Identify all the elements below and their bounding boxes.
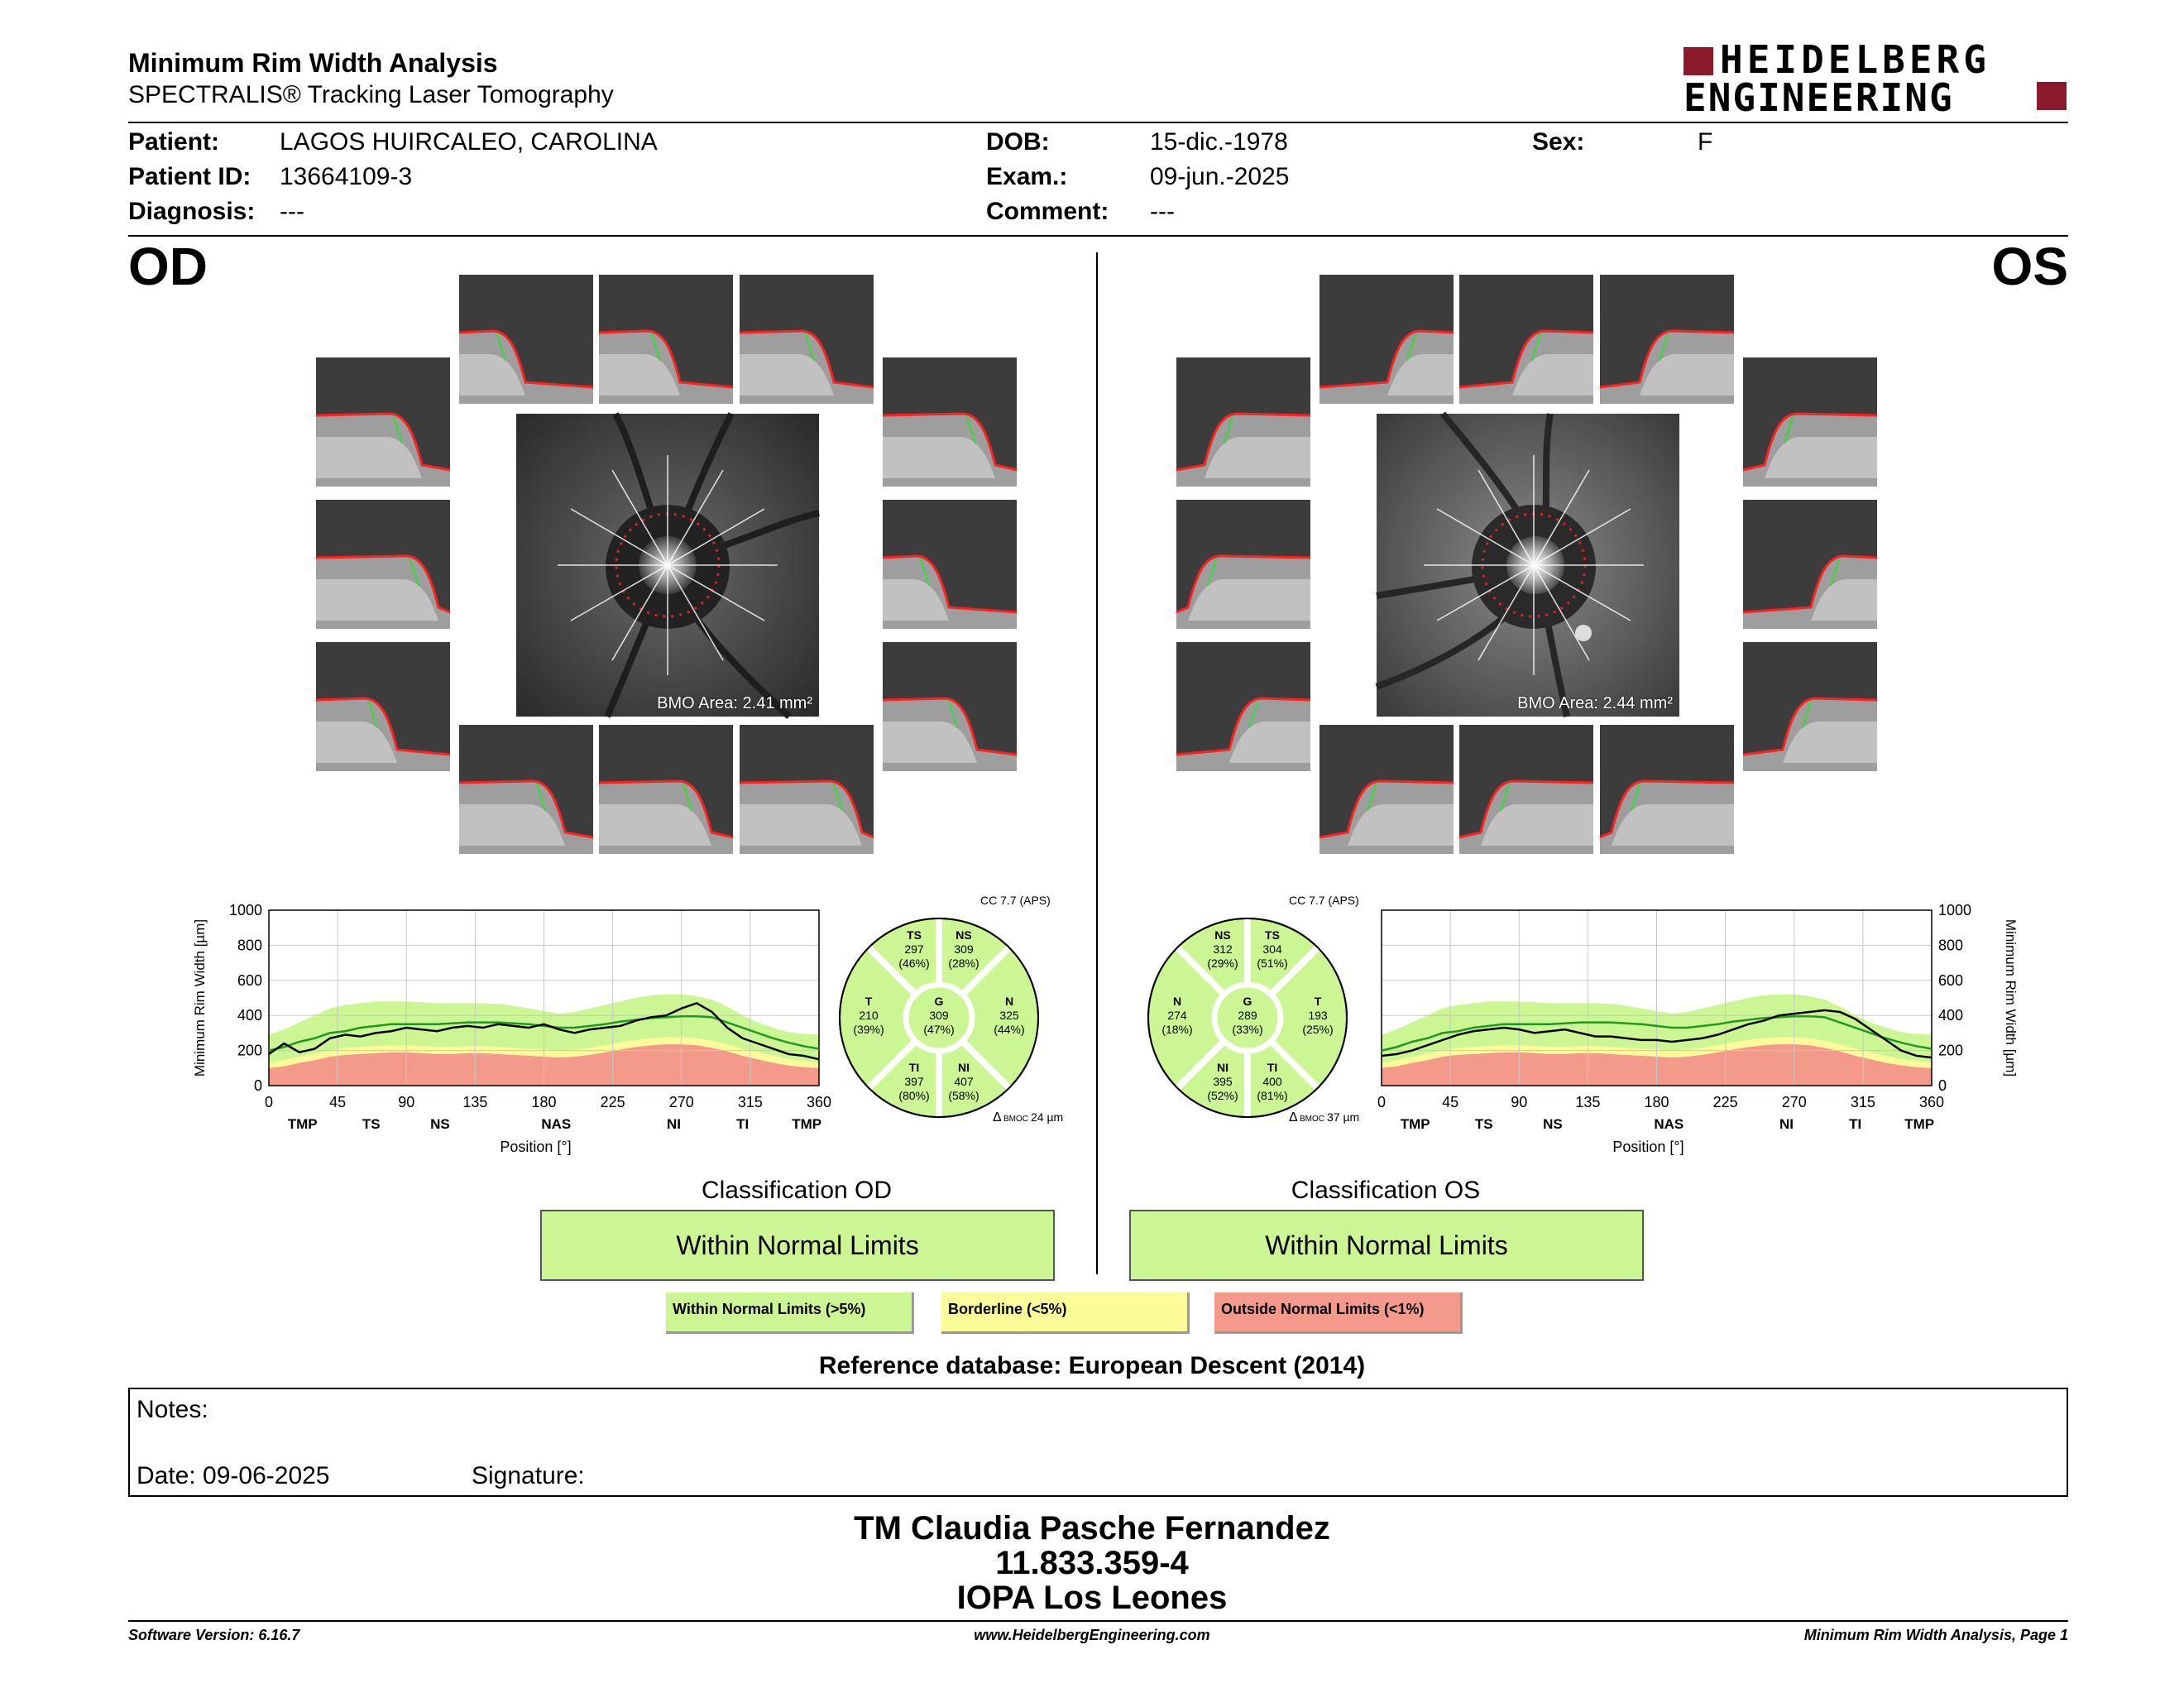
os-oct-scan-thumbnail — [1600, 275, 1734, 404]
comment-label: Comment: — [986, 198, 1109, 225]
os-y-tick-label: 200 — [1938, 1042, 1964, 1059]
od-ti-pct: (80%) — [898, 1089, 930, 1102]
heidelberg-logo — [1684, 37, 2068, 120]
od-oct-scan-thumbnail — [740, 275, 874, 404]
od-ts-value: 297 — [904, 942, 924, 956]
od-sector-label: TMP — [792, 1116, 822, 1132]
os-sector-label: NS — [1543, 1116, 1563, 1132]
od-ns-pct: (28%) — [948, 957, 979, 970]
legend-within-normal: Within Normal Limits (>5%) — [666, 1292, 914, 1334]
os-eye-label: OS — [1991, 237, 2068, 296]
od-y-tick-label: 600 — [237, 971, 262, 989]
od-t-value: 210 — [859, 1009, 879, 1022]
od-x-tick-label: 270 — [668, 1094, 694, 1110]
od-classification-box: Within Normal Limits — [540, 1210, 1055, 1281]
os-g-pct: (33%) — [1232, 1023, 1263, 1036]
os-y-tick-label: 400 — [1938, 1007, 1964, 1024]
os-ti-name: TI — [1267, 1061, 1278, 1074]
signoff-name: TM Claudia Pasche Fernandez — [854, 1510, 1330, 1547]
os-t-name: T — [1314, 995, 1322, 1008]
os-oct-scan-thumbnail — [1176, 500, 1310, 629]
od-sector-label: NS — [430, 1116, 450, 1132]
os-ts-pct: (51%) — [1257, 957, 1288, 970]
od-fundus-image — [516, 414, 819, 717]
os-x-tick-label: 225 — [1712, 1094, 1738, 1110]
notes-signature-label: Signature: — [472, 1462, 585, 1489]
exam-value: 09-jun.-2025 — [1150, 163, 1290, 190]
od-x-tick-label: 360 — [806, 1094, 832, 1110]
os-sector-wheel — [1132, 890, 1372, 1129]
os-oct-scan-thumbnail — [1743, 500, 1877, 629]
od-sector-label: NI — [667, 1116, 682, 1132]
od-oct-scan-thumbnail — [599, 275, 733, 404]
od-oct-scan-thumbnail — [883, 642, 1017, 771]
od-x-tick-label: 180 — [531, 1094, 557, 1110]
od-x-tick-label: 0 — [264, 1094, 274, 1110]
od-oct-scan-thumbnail — [316, 500, 450, 629]
patient-name: LAGOS HUIRCALEO, CAROLINA — [280, 128, 658, 156]
od-bmoc-label: BMOC — [1003, 1115, 1028, 1124]
od-t-name: T — [864, 995, 873, 1008]
od-g-value: 309 — [929, 1009, 949, 1022]
od-x-tick-label: 225 — [600, 1094, 625, 1110]
os-oct-scan-thumbnail — [1320, 725, 1454, 854]
os-cc-label: CC 7.7 (APS) — [1289, 894, 1359, 907]
os-n-value: 274 — [1167, 1009, 1187, 1022]
os-y-tick-label: 600 — [1938, 971, 1964, 989]
od-oct-scan-thumbnail — [883, 357, 1017, 487]
report-title: Minimum Rim Width Analysis — [128, 48, 498, 78]
patient-label: Patient: — [128, 128, 220, 156]
os-sector-label: TMP — [1400, 1116, 1430, 1132]
reference-database: Reference database: European Descent (2014) — [818, 1352, 1366, 1379]
legend-outside-normal: Outside Normal Limits (<1%) — [1214, 1292, 1463, 1334]
os-sector-label: NAS — [1654, 1116, 1684, 1132]
os-x-tick-label: 180 — [1644, 1094, 1669, 1110]
od-classification-title: Classification OD — [701, 1177, 893, 1204]
website: www.HeidelbergEngineering.com — [974, 1627, 1210, 1643]
od-x-tick-label: 315 — [737, 1094, 763, 1110]
signoff-institution: IOPA Los Leones — [956, 1580, 1228, 1616]
os-ns-name: NS — [1214, 928, 1231, 942]
patient-id: 13664109-3 — [280, 163, 413, 190]
od-oct-scan-thumbnail — [883, 500, 1017, 629]
od-ns-name: NS — [956, 928, 972, 942]
patient-id-label: Patient ID: — [128, 163, 251, 190]
od-y-axis-title: Minimum Rim Width [µm] — [192, 918, 208, 1077]
os-ns-value: 312 — [1213, 942, 1233, 956]
os-g-value: 289 — [1238, 1009, 1257, 1022]
od-oct-scan-thumbnail — [599, 725, 733, 854]
os-classification-box: Within Normal Limits — [1129, 1210, 1644, 1281]
od-g-name: G — [934, 995, 944, 1008]
os-y-tick-label: 1000 — [1938, 902, 1972, 918]
os-mrw-chart — [1361, 894, 2019, 1175]
header-divider — [128, 122, 2068, 123]
notes-date: Date: 09-06-2025 — [136, 1462, 330, 1489]
exam-label: Exam.: — [986, 163, 1068, 190]
od-ti-value: 397 — [904, 1075, 924, 1088]
notes-label: Notes: — [136, 1396, 208, 1423]
os-ni-name: NI — [1217, 1061, 1228, 1074]
page-number: Minimum Rim Width Analysis, Page 1 — [1803, 1627, 2068, 1643]
os-n-pct: (18%) — [1161, 1023, 1193, 1036]
dob-value: 15-dic.-1978 — [1150, 128, 1288, 156]
comment-value: --- — [1150, 198, 1175, 225]
os-oct-scan-thumbnail — [1176, 642, 1310, 771]
os-ns-pct: (29%) — [1207, 957, 1238, 970]
od-sector-label: NAS — [541, 1116, 572, 1132]
os-bmoc-label: BMOC — [1300, 1115, 1324, 1124]
os-x-tick-label: 45 — [1442, 1094, 1459, 1110]
os-ni-value: 395 — [1213, 1075, 1233, 1088]
notes-box — [128, 1388, 2068, 1497]
od-oct-scan-thumbnail — [459, 725, 593, 854]
od-ni-value: 407 — [954, 1075, 974, 1088]
od-y-tick-label: 1000 — [228, 902, 262, 918]
os-oct-scan-thumbnail — [1743, 357, 1877, 487]
od-ns-value: 309 — [954, 942, 974, 956]
os-y-axis-title: Minimum Rim Width [µm] — [2003, 918, 2019, 1077]
os-oct-scan-thumbnail — [1320, 275, 1454, 404]
os-y-tick-label: 0 — [1938, 1077, 1947, 1094]
os-ni-pct: (52%) — [1207, 1089, 1238, 1102]
od-ti-name: TI — [908, 1061, 920, 1074]
od-mrw-chart — [186, 894, 840, 1175]
legend-borderline: Borderline (<5%) — [941, 1292, 1190, 1334]
od-x-axis-title: Position [°] — [500, 1139, 572, 1155]
os-oct-scan-thumbnail — [1743, 642, 1877, 771]
os-n-name: N — [1172, 995, 1182, 1008]
logo-text-engineering: ENGINEERING — [1684, 75, 1954, 120]
os-g-name: G — [1243, 995, 1252, 1008]
os-y-tick-label: 800 — [1938, 937, 1964, 954]
os-t-value: 193 — [1308, 1009, 1328, 1022]
od-ni-name: NI — [958, 1061, 970, 1074]
od-oct-scan-thumbnail — [740, 725, 874, 854]
os-x-tick-label: 360 — [1918, 1094, 1945, 1110]
od-ts-name: TS — [907, 928, 922, 942]
os-fundus-image — [1377, 414, 1679, 717]
od-g-pct: (47%) — [923, 1023, 955, 1036]
os-fundus-svg — [1377, 414, 1679, 717]
od-sector-wheel — [836, 890, 1075, 1129]
os-ti-value: 400 — [1262, 1075, 1282, 1088]
od-sector-label: TI — [736, 1116, 750, 1132]
os-x-tick-label: 0 — [1377, 1094, 1387, 1110]
od-ts-pct: (46%) — [898, 957, 930, 970]
os-sector-label: NI — [1779, 1116, 1794, 1132]
center-divider — [1096, 252, 1098, 1274]
dob-label: DOB: — [986, 128, 1050, 156]
os-x-axis-title: Position [°] — [1612, 1139, 1684, 1155]
od-n-name: N — [1004, 995, 1014, 1008]
od-bmo-area: BMO Area: 2.41 mm² — [657, 694, 812, 712]
od-oct-scan-thumbnail — [459, 275, 593, 404]
od-oct-scan-thumbnail — [316, 357, 450, 487]
os-ts-value: 304 — [1262, 942, 1282, 956]
sex-value: F — [1698, 128, 1713, 156]
os-x-tick-label: 270 — [1781, 1094, 1807, 1110]
od-eye-label: OD — [128, 237, 208, 296]
signoff-rut: 11.833.359-4 — [995, 1545, 1189, 1581]
info-divider — [128, 235, 2068, 237]
od-oct-scan-thumbnail — [316, 642, 450, 771]
od-x-tick-label: 90 — [398, 1094, 415, 1110]
footer-divider — [128, 1620, 2068, 1622]
os-oct-scan-thumbnail — [1459, 725, 1593, 854]
od-n-pct: (44%) — [994, 1023, 1025, 1036]
diagnosis-value: --- — [280, 198, 304, 225]
os-oct-scan-thumbnail — [1176, 357, 1310, 487]
od-fundus-svg — [516, 414, 819, 717]
od-sector-label: TS — [362, 1116, 381, 1132]
od-delta-bmoc-symbol: Δ — [993, 1110, 1002, 1125]
od-x-tick-label: 135 — [462, 1094, 488, 1110]
os-t-pct: (25%) — [1302, 1023, 1334, 1036]
os-x-tick-label: 315 — [1850, 1094, 1875, 1110]
logo-square-bottom — [2037, 82, 2067, 110]
od-y-tick-label: 800 — [237, 937, 262, 954]
od-cc-label: CC 7.7 (APS) — [980, 894, 1051, 907]
os-bmoc-value: 37 µm — [1327, 1110, 1360, 1124]
diagnosis-label: Diagnosis: — [128, 198, 256, 225]
od-ni-pct: (58%) — [948, 1089, 979, 1102]
os-classification-title: Classification OS — [1291, 1177, 1481, 1204]
os-x-tick-label: 90 — [1511, 1094, 1528, 1110]
od-n-value: 325 — [999, 1009, 1019, 1022]
os-ti-pct: (81%) — [1257, 1089, 1288, 1102]
os-delta-bmoc-symbol: Δ — [1289, 1110, 1298, 1125]
os-sector-label: TMP — [1904, 1116, 1935, 1132]
od-y-tick-label: 0 — [253, 1077, 262, 1094]
od-x-tick-label: 45 — [329, 1094, 347, 1110]
os-x-tick-label: 135 — [1575, 1094, 1601, 1110]
software-version: Software Version: 6.16.7 — [128, 1627, 300, 1643]
os-oct-scan-thumbnail — [1600, 725, 1734, 854]
report-subtitle: SPECTRALIS® Tracking Laser Tomography — [128, 81, 614, 108]
od-sector-label: TMP — [287, 1116, 318, 1132]
sex-label: Sex: — [1532, 128, 1585, 156]
os-bmo-area: BMO Area: 2.44 mm² — [1517, 694, 1673, 712]
os-sector-label: TS — [1474, 1116, 1493, 1132]
od-y-tick-label: 200 — [237, 1042, 262, 1059]
logo-square-top — [1684, 47, 1713, 75]
os-oct-scan-thumbnail — [1459, 275, 1593, 404]
od-bmoc-value: 24 µm — [1031, 1110, 1064, 1124]
os-ts-name: TS — [1265, 928, 1280, 942]
logo-text-heidelberg: HEIDELBERG — [1720, 37, 1990, 82]
os-sector-label: TI — [1849, 1116, 1862, 1132]
signoff-block — [0, 1511, 2184, 1615]
od-y-tick-label: 400 — [237, 1007, 262, 1024]
od-t-pct: (39%) — [853, 1023, 884, 1036]
